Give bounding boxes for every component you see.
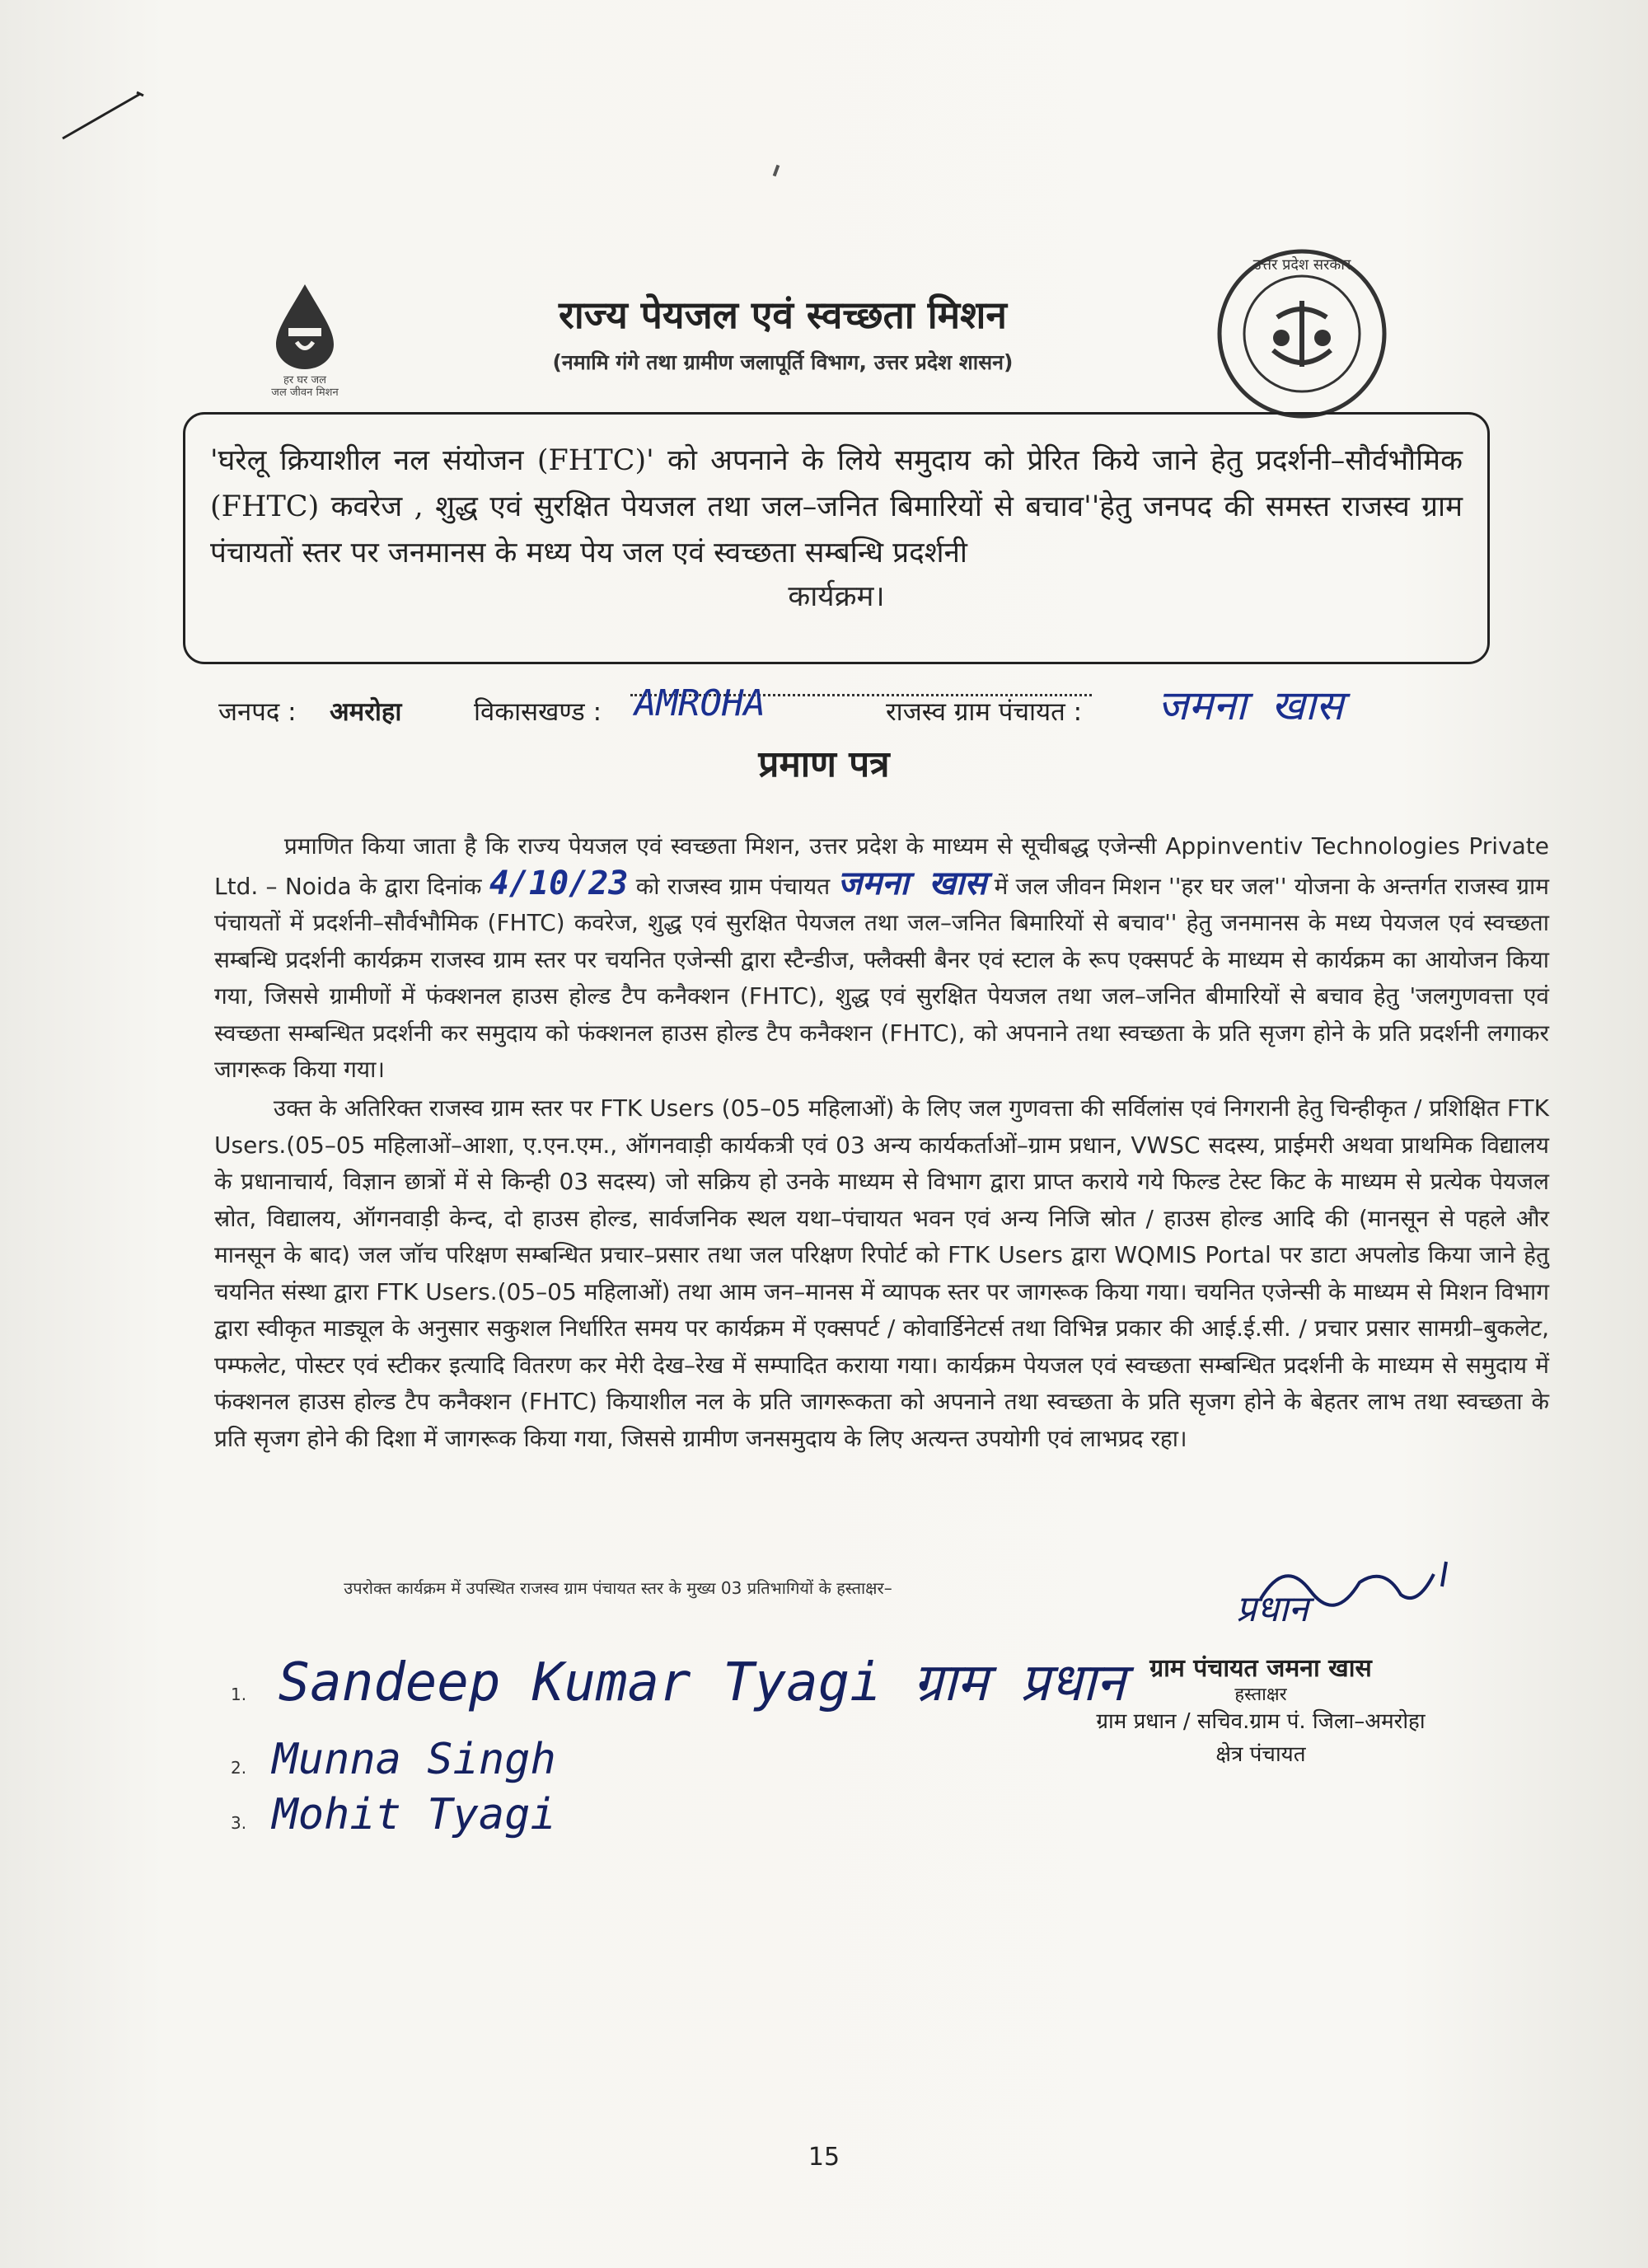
block-label: विकासखण्ड : (474, 697, 602, 727)
district-label: जनपद : (218, 697, 297, 727)
program-title-box (183, 412, 1490, 664)
signature-note: उपरोक्त कार्यक्रम में उपस्थित राजस्व ग्राम पंचायत स्तर के मुख्य 03 प्रतिभागियों के हस्ताक्षर– (344, 1578, 892, 1598)
signature-3-number: 3. (231, 1813, 247, 1833)
jal-jeevan-mission-logo (231, 280, 379, 429)
location-row (218, 682, 1504, 743)
gram-panchayat-value: जमना खास (1158, 682, 1344, 729)
certificate-title: प्रमाण पत्र (758, 743, 890, 785)
signature-1-number: 1. (231, 1685, 247, 1704)
organization-title: राज्य पेयजल एवं स्वच्छता मिशन (559, 293, 1007, 337)
p2-text: उक्त के अतिरिक्त राजस्व ग्राम स्तर पर FTK Users (05–05 महिलाओं) के लिए जल गुणवत्ता की सर्विलांस एवं निगरानी हेतु चिन्हीकृत / प्रशिक्षित FTK Users.(05–05 महिलाओं–आशा, ए.एन.एम., ऑगनवाड़ी कार्यकत्री एवं 03 अन्य कार्यकर्ताओं–ग्राम प्रधान, VWSC सदस्य, प्राईमरी अथवा प्राथमिक विद्यालय के प्रधानाचार्य, विज्ञान छात्रों में से किन्ही 03 सदस्य) जो सक्रिय हो उनके माध्यम से विभाग द्वारा प्राप्त कराये गये फिल्ड टेस्ट किट के माध्यम से प्रत्येक पेयजल स्रोत, विद्यालय, ऑगनवाड़ी केन्द, दो हाउस होल्ड, सार्वजनिक स्थल यथा–पंचायत भवन एवं अन्य निजि स्रोत / हाउस होल्ड आदि की (मानसून से पहले और मानसून के बाद) जल जॉच परिक्षण सम्बन्धित प्रचार–प्रसार तथा जल परिक्षण रिपोर्ट को FTK Users द्वारा WQMIS Portal पर डाटा अपलोड किया जाने हेतु चयनित संस्था द्वारा FTK Users.(05–05 महिलाओं) तथा आम जन–मानस में व्यापक स्तर पर जागरूक किया गया। चयनित एजेन्सी के माध्यम से मिशन विभाग द्वारा स्वीकृत माड्यूल के अनुसार सकुशल निर्धारित समय पर कार्यक्रम में एक्सपर्ट / कोवार्डिनेटर्स तथा विभिन्न प्रकार की आई.ई.सी. / प्रचार प्रसार सामग्री–बुकलेट, पम्फलेट, पोस्टर एवं स्टीकर इत्यादि वितरण कर मेरी देख–रेख में सम्पादित कराया गया। कार्यक्रम पेयजल एवं स्वच्छता सम्बन्धित प्रदर्शनी के माध्यम से समुदाय में फंक्शनल हाउस होल्ड टैप कनैक्शन (FHTC) कियाशील नल के प्रति जागरूकता को अपनाने तथा स्वच्छता के प्रति सृजग होने के बेहतर लाभ तथा स्वच्छता के प्रति सृजग होने की दिशा में जागरूक किया गया, जिससे ग्रामीण जनसमुदाय के लिए अत्यन्त उपयोगी एवं लाभप्रद रहा। (214, 1094, 1549, 1452)
up-government-emblem (1211, 243, 1393, 424)
logo-caption-1: हर घर जल (283, 374, 326, 387)
water-drop-icon (264, 280, 346, 371)
p1-rest: में जल जीवन मिशन ''हर घर जल'' योजना के अन्तर्गत राजस्व ग्राम पंचायतों में प्रदर्शनी–सौर्वभौमिक (FHTC) कवरेज, शुद्ध एवं सुरक्षित पेयजल तथा जल–जनित बिमारियों से बचाव'' हेतु जनमानस के मध्य पेयजल एवं स्वच्छता सम्बन्धि प्रदर्शनी कार्यक्रम राजस्व ग्राम स्तर पर चयनित एजेन्सी द्वारा स्टैन्डीज, फ्लैक्सी बैनर एवं स्टाल के रूप एक्सपर्ट के माध्यम से कार्यक्रम का आयोजन किया गया, जिससे ग्रामीणों में फंक्शनल हाउस होल्ड टैप कनैक्शन (FHTC), शुद्ध एवं सुरक्षित पेयजल तथा जल–जनित बीमारियों से बचाव हेतु 'जलगुणवत्ता एवं स्वच्छता सम्बन्धित प्रदर्शनी कर समुदाय को फंक्शनल हाउस होल्ड टैप कनैक्शन (FHTC), को अपनाने तथा स्वच्छता के प्रति सृजग होने के प्रति प्रदर्शनी लगाकर जागरूक किया गया। (214, 872, 1550, 1083)
signature-2 (231, 1735, 556, 1784)
program-date: 4/10/23 (489, 864, 629, 902)
signature-3-name: Mohit Tyagi (272, 1790, 556, 1839)
seal-line-3: ग्राम प्रधान / सचिव.ग्राम पं. जिला–अमरोहा (1096, 1709, 1426, 1734)
gram-panchayat-label: राजस्व ग्राम पंचायत : (886, 697, 1083, 727)
emblem-text: उत्तर प्रदेश सरकार (1252, 256, 1351, 274)
seal-line-2: हस्ताक्षर (1234, 1685, 1287, 1705)
seal-line-1: ग्राम पंचायत जमना खास (1149, 1654, 1372, 1683)
district-value: अमरोहा (330, 697, 402, 727)
signature-3 (231, 1790, 556, 1839)
pradhan-handwritten: प्रधान (1236, 1588, 1309, 1630)
page-number: 15 (808, 2143, 840, 2172)
pen-stroke-mark (58, 82, 148, 148)
paragraph-1 (214, 828, 1549, 1089)
signature-1 (231, 1644, 1126, 1716)
seal-line-4: क्षेत्र पंचायत (1215, 1742, 1306, 1767)
logo-caption-2: जल जीवन मिशन (271, 387, 339, 399)
organization-subtitle: (नमामि गंगे तथा ग्रामीण जलापूर्ति विभाग, उत्तर प्रदेश शासन) (552, 350, 1014, 374)
gram-panchayat-inline: जमना खास (837, 864, 987, 902)
p1-intro: प्रमाणित किया जाता है कि राज्य पेयजल एवं स्वच्छता मिशन, उत्तर प्रदेश के माध्यम से सूचीबद्ध एजेन्सी Appinventiv Technologies Private Ltd. – Noida के द्वारा दिनांक (214, 832, 1550, 900)
signature-2-number: 2. (231, 1758, 247, 1778)
block-value: AMROHA (634, 682, 765, 724)
small-mark (773, 165, 780, 177)
p1-middle: को राजस्व ग्राम पंचायत (635, 872, 831, 900)
paragraph-2 (214, 1090, 1549, 1457)
program-title-text: 'घरेलू क्रियाशील नल संयोजन (FHTC)' को अपनाने के लिये समुदाय को प्रेरित किये जाने हेतु प्रदर्शनी–सौर्वभौमिक (FHTC) कवरेज , शुद्ध एवं सुरक्षित पेयजल तथा जल–जनित बिमारियों से बचाव''हेतु जनपद की समस्त राजस्व ग्राम पंचायतों स्तर पर जनमानस के मध्य पेय जल एवं स्वच्छता सम्बन्धि प्रदर्शनी (210, 444, 1463, 569)
signature-1-name: Sandeep Kumar Tyagi ग्राम प्रधान (278, 1652, 1126, 1713)
signature-2-name: Munna Singh (272, 1735, 556, 1784)
program-title-last-line: कार्यक्रम। (788, 580, 885, 613)
gram-pradhan-seal (1046, 1652, 1475, 1771)
